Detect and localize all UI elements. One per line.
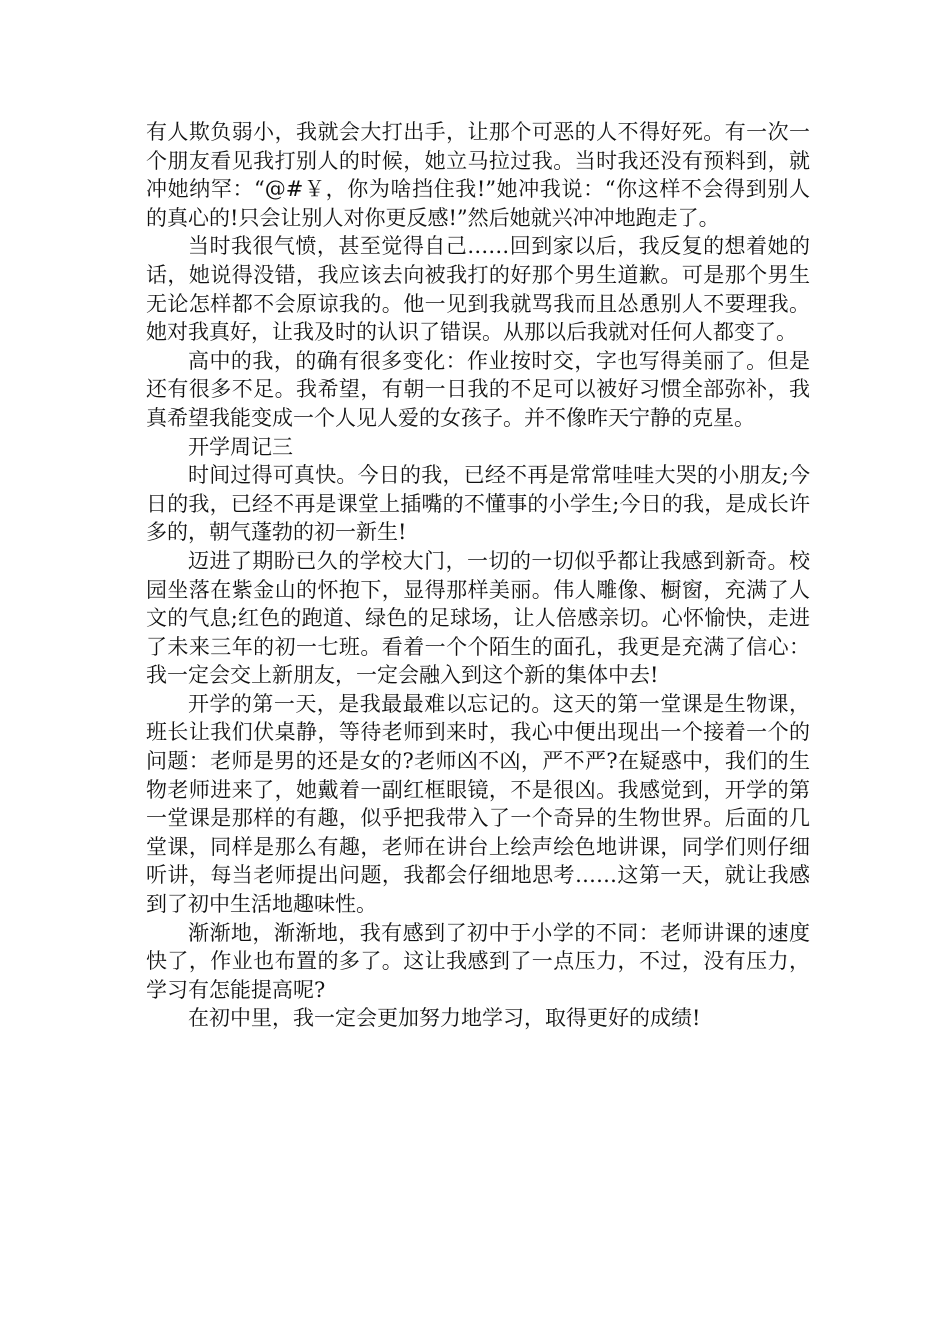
paragraph-6: 开学的第一天，是我最最难以忘记的。这天的第一堂课是生物课，班长让我们伏桌静，等待老师到来时，我心中便出现出一个接着一个的问题：老师是男的还是女的?老师凶不凶，严不严?在疑惑中，我们的生物老师进来了，她戴着一副红框眼镜，不是很凶。我感觉到，开学的第一堂课是那样的有趣，似乎把我带入了一个奇异的生物世界。后面的几堂课，同样是那么有趣，老师在讲台上绘声绘色地讲课，同学们则仔细听讲，每当老师提出问题，我都会仔细地思考……这第一天，就让我感到了初中生活地趣味性。 (146, 691, 810, 917)
paragraph-8: 在初中里，我一定会更加努力地学习，取得更好的成绩! (188, 1006, 701, 1031)
paragraph-5: 迈进了期盼已久的学校大门，一切的一切似乎都让我感到新奇。校园坐落在紫金山的怀抱下，显得那样美丽。伟人雕像、橱窗，充满了人文的气息;红色的跑道、绿色的足球场，让人倍感亲切。心怀愉快，走进了未来三年的初一七班。看着一个个陌生的面孔，我更是充满了信心：我一定会交上新朋友，一定会融入到这个新的集体中去! (146, 548, 810, 688)
section-heading: 开学周记三 (188, 434, 293, 459)
document-page (146, 118, 810, 1033)
paragraph-3: 高中的我，的确有很多变化：作业按时交，字也写得美丽了。但是还有很多不足。我希望，有朝一日我的不足可以被好习惯全部弥补，我真希望我能变成一个人见人爱的女孩子。并不像昨天宁静的克星。 (146, 348, 810, 430)
paragraph-1: 有人欺负弱小，我就会大打出手，让那个可恶的人不得好死。有一次一个朋友看见我打别人的时候，她立马拉过我。当时我还没有预料到，就冲她纳罕：“@#￥，你为啥挡住我!”她冲我说：“你这样不会得到别人的真心的!只会让别人对你更反感!”然后她就兴冲冲地跑走了。 (146, 120, 810, 230)
paragraph-4: 时间过得可真快。今日的我，已经不再是常常哇哇大哭的小朋友;今日的我，已经不再是课堂上插嘴的不懂事的小学生;今日的我，是成长许多的，朝气蓬勃的初一新生! (146, 463, 810, 545)
paragraph-7: 渐渐地，渐渐地，我有感到了初中于小学的不同：老师讲课的速度快了，作业也布置的多了。这让我感到了一点压力，不过，没有压力，学习有怎能提高呢? (146, 920, 810, 1002)
paragraph-2: 当时我很气愤，甚至觉得自己……回到家以后，我反复的想着她的话，她说得没错，我应该去向被我打的好那个男生道歉。可是那个男生无论怎样都不会原谅我的。他一见到我就骂我而且怂恿别人不要理我。她对我真好，让我及时的认识了错误。从那以后我就对任何人都变了。 (146, 234, 810, 345)
